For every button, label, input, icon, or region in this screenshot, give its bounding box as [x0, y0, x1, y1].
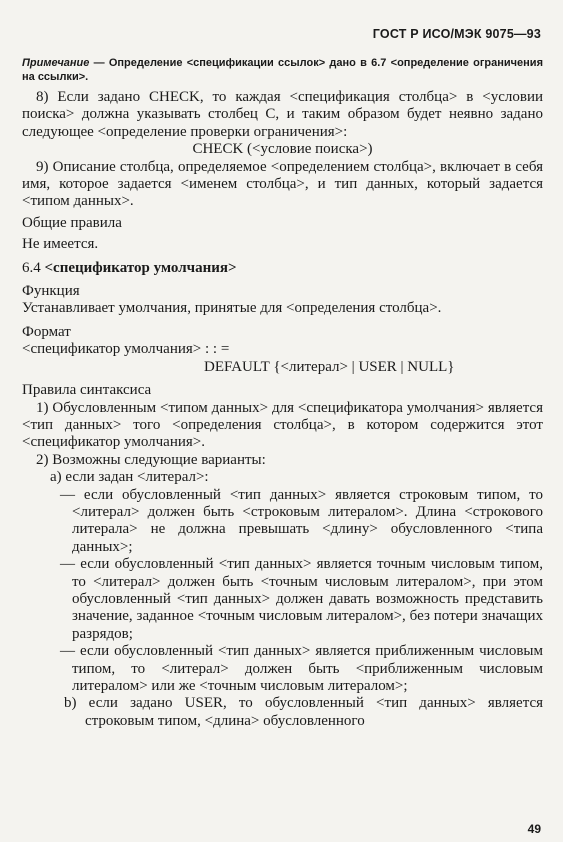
format-line-2: DEFAULT {<литерал> | USER | NULL} — [204, 358, 455, 375]
paragraph-8: 8) Если задано CHECK, то каждая <спецификация столбца> в <условии поиска> должна указывать столбец C, и таким образом будет неявно задано следующее <определение проверки ограничения>: — [22, 89, 543, 140]
paragraph-9: 9) Описание столбца, определяемое <определением столбца>, включает в себя имя, которое задается <именем столбца>, и тип данных, который задается <типом данных>. — [22, 158, 543, 210]
section-title: <спецификатор умолчания> — [44, 259, 237, 276]
note-block — [22, 56, 543, 84]
syntax-rule-1: 1) Обусловленным <типом данных> для <спецификатора умолчания> является <тип данных> того <определения столбца>, в котором содержится этот <спецификатор умолчания>. — [22, 399, 543, 451]
page-header: ГОСТ Р ИСО/МЭК 9075—93 — [372, 27, 541, 41]
function-text: Устанавливает умолчания, принятые для <определения столбца>. — [22, 300, 442, 317]
format-title: Формат — [22, 323, 71, 340]
function-title: Функция — [22, 283, 80, 300]
note-text: — Определение <спецификации ссылок> дано в 6.7 <определение ограничения на ссылки>. — [22, 57, 543, 83]
variant-a-dash-3: — если обусловленный <тип данных> является приближенным числовым типом, то <литерал> должен быть <приближенным числовым литералом> или же <точным числовым литералом>; — [60, 643, 543, 694]
format-line-1: <спецификатор умолчания> : : = — [22, 341, 230, 358]
general-rules-text: Не имеется. — [22, 236, 99, 253]
check-line: CHECK (<условие поиска>) — [192, 141, 373, 158]
general-rules-title: Общие правила — [22, 214, 122, 231]
page-number: 49 — [527, 822, 541, 836]
section-number: 6.4 — [22, 259, 41, 276]
variant-a: a) если задан <литерал>: — [50, 469, 209, 486]
variant-a-dash-2: — если обусловленный <тип данных> является точным числовым типом, то <литерал> должен быть <точным числовым литералом>, при этом обусловленный <тип данных> должен давать возможность представить значение, заданное <точным числовым литералом>, без потери значащих разрядов; — [60, 556, 543, 642]
syntax-rule-2: 2) Возможны следующие варианты: — [36, 451, 266, 468]
variant-b: b) если задано USER, то обусловленный <тип данных> является строковым типом, <длина> обусловленного — [64, 695, 543, 729]
variant-a-dash-1: — если обусловленный <тип данных> является строковым типом, то <литерал> должен быть <строковым литералом>. Длина <строкового литерала> не должна превышать <длину> обусловленного <типа данных>; — [60, 486, 543, 555]
section-heading — [22, 260, 543, 277]
syntax-rules-title: Правила синтаксиса — [22, 382, 152, 399]
note-label: Примечание — [22, 57, 90, 69]
page-body — [22, 56, 543, 730]
